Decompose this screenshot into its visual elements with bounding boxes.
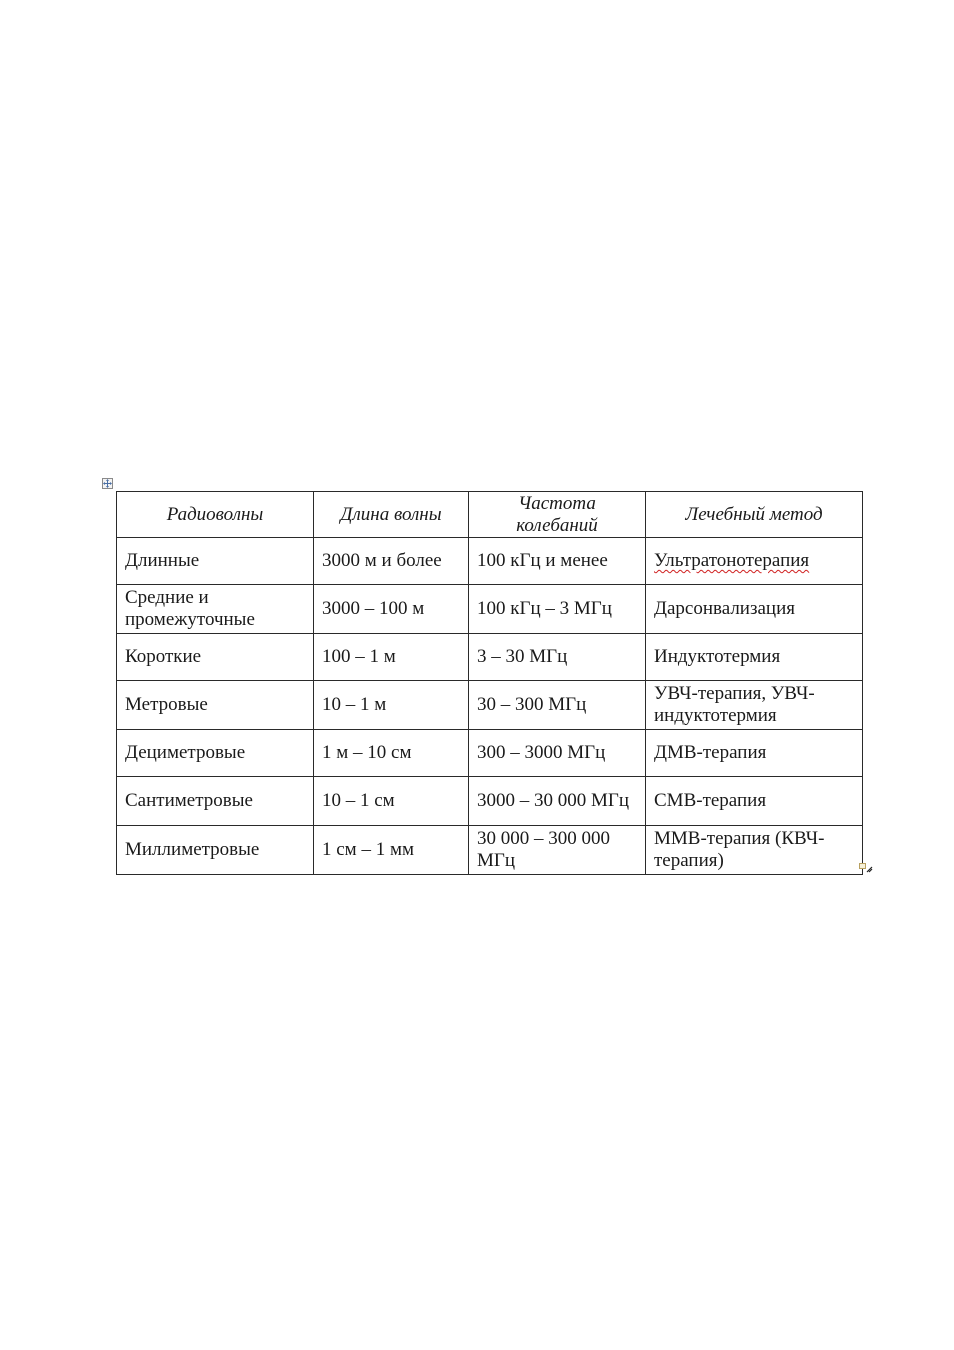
cell-method <box>646 538 863 585</box>
table-row <box>117 634 863 681</box>
cell-frequency: 3000 – 30 000 МГц <box>469 777 646 826</box>
table-row <box>117 730 863 777</box>
cell-wave-type: Дециметровые <box>117 730 314 777</box>
table-row <box>117 681 863 730</box>
table-move-icon[interactable] <box>102 478 113 489</box>
cell-method: СМВ-терапия <box>646 777 863 826</box>
cell-frequency: 30 000 – 300 000 МГц <box>469 826 646 875</box>
cell-wavelength: 1 м – 10 см <box>314 730 469 777</box>
cell-wavelength: 100 – 1 м <box>314 634 469 681</box>
cell-method: Индуктотермия <box>646 634 863 681</box>
cell-wavelength: 10 – 1 см <box>314 777 469 826</box>
cell-frequency: 30 – 300 МГц <box>469 681 646 730</box>
cell-frequency: 300 – 3000 МГц <box>469 730 646 777</box>
table-header-row <box>117 492 863 538</box>
table-row <box>117 777 863 826</box>
cell-wave-type: Короткие <box>117 634 314 681</box>
cell-wave-type: Метровые <box>117 681 314 730</box>
cell-wavelength: 3000 м и более <box>314 538 469 585</box>
cell-method: Дарсонвализация <box>646 585 863 634</box>
radiowave-table <box>116 491 863 875</box>
cell-method: ДМВ-терапия <box>646 730 863 777</box>
header-frequency: Частота колебаний <box>469 492 646 538</box>
cell-wavelength: 10 – 1 м <box>314 681 469 730</box>
header-wavelength: Длина волны <box>314 492 469 538</box>
table-resize-icon[interactable] <box>859 860 873 870</box>
cell-wave-type: Миллиметровые <box>117 826 314 875</box>
cell-wave-type: Длинные <box>117 538 314 585</box>
cell-method: УВЧ-терапия, УВЧ-индуктотермия <box>646 681 863 730</box>
table-row <box>117 585 863 634</box>
cell-wavelength: 3000 – 100 м <box>314 585 469 634</box>
table-row <box>117 538 863 585</box>
cell-frequency: 100 кГц – 3 МГц <box>469 585 646 634</box>
cell-method: ММВ-терапия (КВЧ-терапия) <box>646 826 863 875</box>
table-row <box>117 826 863 875</box>
header-method: Лечебный метод <box>646 492 863 538</box>
cell-wavelength: 1 см – 1 мм <box>314 826 469 875</box>
cell-frequency: 100 кГц и менее <box>469 538 646 585</box>
cell-wave-type: Средние и промежуточные <box>117 585 314 634</box>
header-radiowaves: Радиоволны <box>117 492 314 538</box>
cell-wave-type: Сантиметровые <box>117 777 314 826</box>
misspelled-word[interactable]: Ультратонотерапия <box>654 550 810 571</box>
cell-frequency: 3 – 30 МГц <box>469 634 646 681</box>
